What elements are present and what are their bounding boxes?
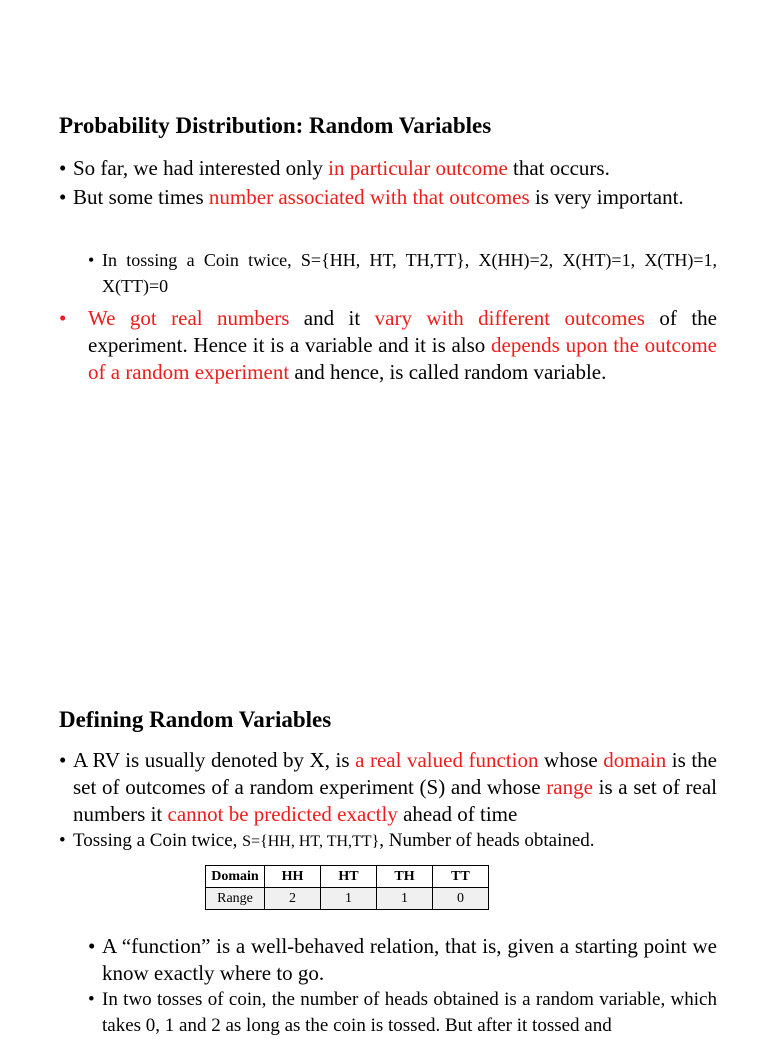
bullet-dot: • — [88, 250, 95, 270]
table-cell: 0 — [433, 888, 489, 910]
bullet-dot: • — [59, 748, 67, 772]
highlight-text: cannot be predicted exactly — [167, 802, 398, 826]
highlight-text: number associated with that outcomes — [208, 185, 530, 209]
slide2-subbullet-2 — [88, 987, 717, 1039]
table-cell: 2 — [265, 888, 321, 910]
subbullet-text: In tossing a Coin twice, S={HH, HT, TH,TT}, X(HH)=2, X(HT)=1, X(TH)=1, X(TT)=0 — [102, 250, 717, 296]
bullet-dot: • — [59, 156, 67, 180]
text-run: is very important. — [529, 185, 684, 209]
sample-space-text: S={HH, HT, TH,TT} — [242, 833, 380, 850]
highlight-text: We got real numbers — [88, 306, 290, 330]
slide2-bullet-1 — [59, 747, 717, 828]
slide1-title: Probability Distribution: Random Variables — [59, 113, 492, 138]
highlight-text: in particular outcome — [328, 156, 508, 180]
bullet-dot: • — [88, 934, 96, 958]
highlight-text: domain — [603, 748, 667, 772]
highlight-text: range — [546, 775, 593, 799]
text-run: whose — [538, 748, 604, 772]
table-row-range — [206, 888, 489, 910]
table-cell: 1 — [321, 888, 377, 910]
table-row-domain — [206, 866, 489, 888]
text-run: ahead of time — [397, 802, 518, 826]
text-run: of the experiment. Hence it is a variable and it is also — [88, 306, 717, 357]
text-run: , Number of heads obtained. — [379, 830, 595, 851]
slide1-bullet-1 — [59, 154, 717, 182]
table-cell: HT — [321, 866, 377, 888]
table-cell: Domain — [206, 866, 265, 888]
highlight-text: vary with different outcomes — [374, 306, 645, 330]
table-cell: TT — [433, 866, 489, 888]
text-run: and hence, is called random variable. — [289, 360, 607, 384]
bullet-dot: • — [59, 306, 67, 330]
slide2-subbullet-1 — [88, 933, 717, 987]
highlight-text: a real valued function — [355, 748, 539, 772]
text-run: is a set of real numbers it — [73, 775, 717, 826]
bullet-dot: • — [59, 185, 67, 209]
table-cell: HH — [265, 866, 321, 888]
text-run: is the set of outcomes of a random experiment (S) and whose — [73, 748, 718, 799]
subbullet-text: A “function” is a well-behaved relation, that is, given a starting point we know exactly where to go. — [102, 934, 717, 985]
text-run: Tossing a Coin twice, — [73, 830, 243, 851]
text-run: A RV is usually denoted by X, is — [73, 748, 356, 772]
domain-range-table — [205, 865, 489, 910]
slide1-bullet-2 — [59, 183, 717, 211]
slide2-bullet-2 — [59, 828, 739, 855]
text-run: But some times — [73, 185, 209, 209]
slide2-title: Defining Random Variables — [59, 707, 332, 732]
slide1-subbullet-1 — [88, 247, 717, 299]
table-cell: 1 — [377, 888, 433, 910]
highlight-text: depends upon the outcome of a random experiment — [88, 333, 717, 384]
text-run: and it — [289, 306, 375, 330]
bullet-dot: • — [59, 830, 66, 851]
slide1-bullet-3 — [59, 305, 717, 386]
bullet-dot: • — [88, 989, 95, 1010]
text-run: that occurs. — [507, 156, 610, 180]
table-cell: TH — [377, 866, 433, 888]
text-run: So far, we had interested only — [73, 156, 329, 180]
subbullet-text: In two tosses of coin, the number of heads obtained is a random variable, which takes 0, 1 and 2 as long as the coin is tossed. But after it tossed and — [102, 989, 717, 1036]
table-cell: Range — [206, 888, 265, 910]
